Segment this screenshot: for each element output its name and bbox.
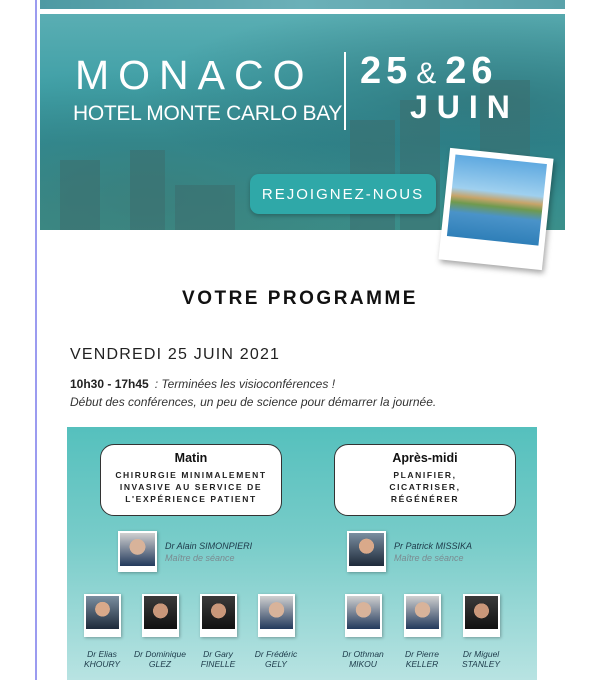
chair-name: Pr Patrick MISSIKA xyxy=(394,540,473,551)
date-end: 26 xyxy=(445,50,498,92)
skyline-building xyxy=(175,185,235,230)
speaker-first: Dr Dominique xyxy=(134,649,186,659)
speaker xyxy=(332,594,394,669)
speaker xyxy=(129,594,191,669)
program-time: 10h30 - 17h45 xyxy=(70,377,149,391)
theme-line: L'EXPÉRIENCE PATIENT xyxy=(125,494,257,504)
speaker-first: Dr Elias xyxy=(87,649,117,659)
session-box-afternoon xyxy=(334,444,516,516)
left-border-rule xyxy=(35,0,37,680)
program-time-note: : Terminées les visioconférences ! xyxy=(154,377,336,391)
speaker-last: STANLEY xyxy=(461,659,501,669)
speaker-last: GELY xyxy=(265,659,287,669)
program-day: VENDREDI 25 JUIN 2021 xyxy=(70,346,281,363)
chair-name: Dr Alain SIMONPIERI xyxy=(165,540,253,551)
speaker xyxy=(450,594,512,669)
speaker-photo xyxy=(84,594,121,637)
chair-role: Maître de séance xyxy=(165,552,235,563)
speaker xyxy=(245,594,307,669)
skyline-building xyxy=(130,150,165,230)
chair-afternoon xyxy=(347,531,472,572)
speaker-last: MIKOU xyxy=(349,659,377,669)
session-theme xyxy=(335,469,515,505)
session-theme xyxy=(101,469,281,505)
chair-photo xyxy=(347,531,386,572)
hero-city-title: MONACO xyxy=(75,52,314,98)
theme-line: CHIRURGIE MINIMALEMENT xyxy=(115,470,267,480)
hero-dates xyxy=(360,50,498,93)
theme-line: INVASIVE AU SERVICE DE xyxy=(119,482,263,492)
speaker xyxy=(71,594,133,669)
sessions-panel xyxy=(67,427,537,680)
session-box-morning xyxy=(100,444,282,516)
speaker-first: Dr Gary xyxy=(203,649,233,659)
speaker-last: KELLER xyxy=(405,659,439,669)
hero-venue: HOTEL MONTE CARLO BAY xyxy=(73,102,343,125)
chair-photo xyxy=(118,531,157,572)
session-label: Après-midi xyxy=(392,451,458,465)
speaker xyxy=(187,594,249,669)
speaker-photo xyxy=(142,594,179,637)
hotel-photo-polaroid xyxy=(438,148,553,270)
speaker-photo xyxy=(463,594,500,637)
program-time-line xyxy=(70,377,335,391)
join-us-button[interactable]: REJOIGNEZ-NOUS xyxy=(250,174,436,214)
speaker-photo xyxy=(404,594,441,637)
program-title: VOTRE PROGRAMME xyxy=(182,288,418,309)
speaker-first: Dr Othman xyxy=(342,649,384,659)
speaker-photo xyxy=(258,594,295,637)
speaker xyxy=(391,594,453,669)
skyline-building xyxy=(60,160,100,230)
hotel-pool-image xyxy=(447,154,547,245)
theme-line: RÉGÉNÉRER xyxy=(390,494,460,504)
speaker-first: Dr Miguel xyxy=(462,649,500,659)
speaker-photo xyxy=(200,594,237,637)
speaker-first: Dr Frédéric xyxy=(254,649,298,659)
date-start: 25 xyxy=(360,50,413,92)
hero-month: JUIN xyxy=(410,89,519,125)
hero-divider xyxy=(344,52,346,130)
date-ampersand: & xyxy=(416,57,442,90)
speaker-last: FINELLE xyxy=(200,659,236,669)
speaker-photo xyxy=(345,594,382,637)
top-banner-strip xyxy=(40,0,565,9)
speaker-first: Dr Pierre xyxy=(404,649,439,659)
chair-morning xyxy=(118,531,252,572)
theme-line: PLANIFIER, xyxy=(393,470,457,480)
speaker-last: GLEZ xyxy=(148,659,172,669)
theme-line: CICATRISER, xyxy=(389,482,461,492)
speaker-last: KHOURY xyxy=(83,659,121,669)
session-label: Matin xyxy=(174,451,208,465)
chair-role: Maître de séance xyxy=(394,552,464,563)
program-description: Début des conférences, un peu de science pour démarrer la journée. xyxy=(70,395,437,409)
